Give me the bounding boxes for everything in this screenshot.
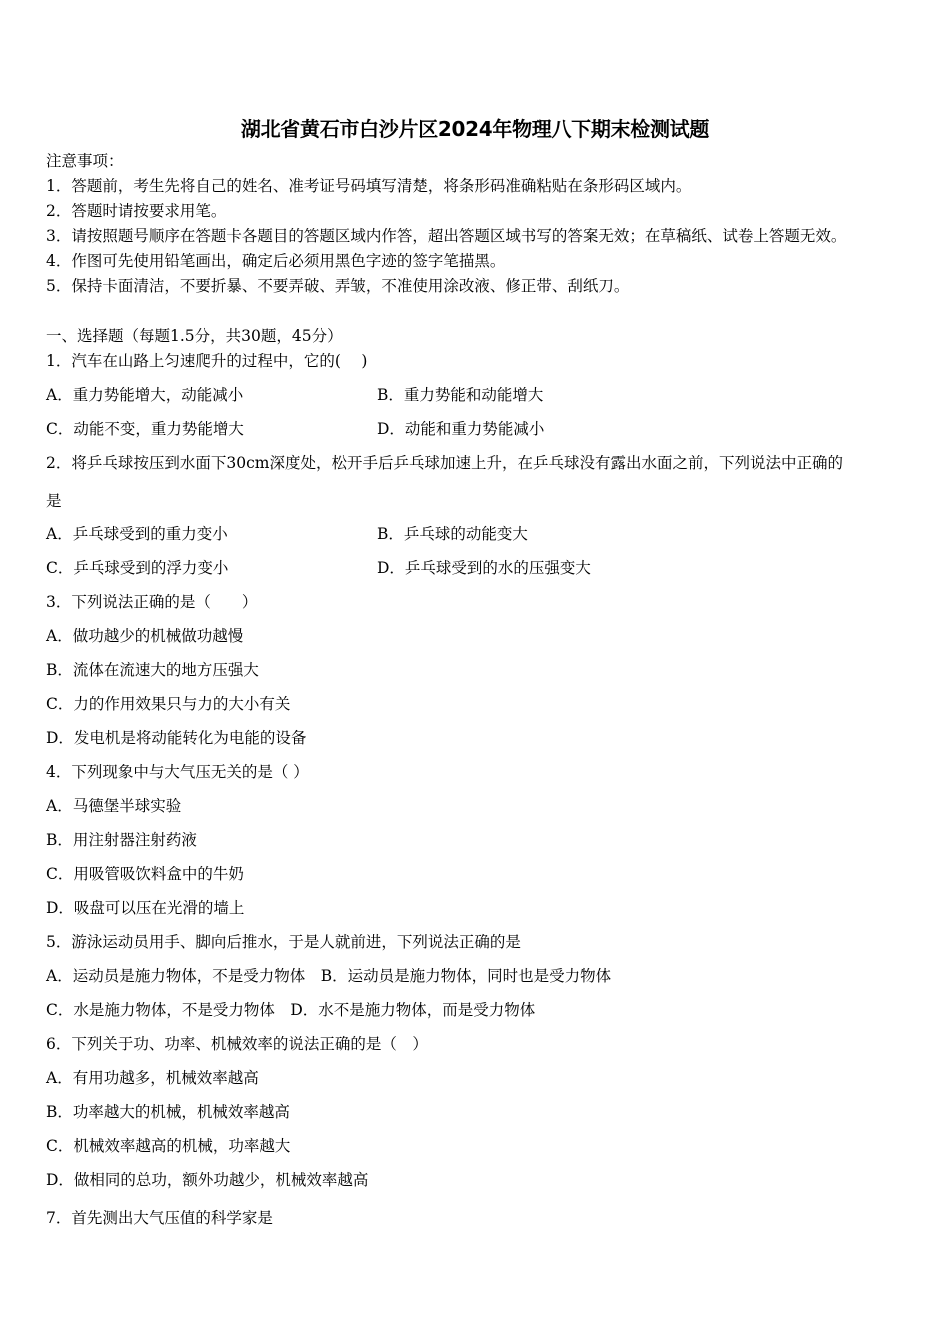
option: D．动能和重力势能减小 — [377, 420, 545, 438]
question-stem-cont: 是 — [46, 492, 62, 510]
option: B．功率越大的机械，机械效率越高 — [46, 1103, 290, 1121]
question-stem: 7．首先测出大气压值的科学家是 — [46, 1209, 273, 1227]
option: D．吸盘可以压在光滑的墙上 — [46, 899, 245, 917]
note-item: 3．请按照题号顺序在答题卡各题目的答题区域内作答，超出答题区域书写的答案无效；在草稿纸、试卷上答题无效。 — [46, 227, 847, 245]
option: A．运动员是施力物体，不是受力物体 B．运动员是施力物体，同时也是受力物体 — [46, 967, 612, 985]
option: C．动能不变，重力势能增大 — [46, 420, 244, 438]
option: B．流体在流速大的地方压强大 — [46, 661, 259, 679]
option: A．重力势能增大，动能减小 — [46, 386, 244, 404]
question-stem: 4．下列现象中与大气压无关的是（ ） — [46, 763, 309, 781]
option: B．重力势能和动能增大 — [377, 386, 544, 404]
question-stem: 3．下列说法正确的是（ ） — [46, 593, 258, 611]
question-stem: 2．将乒乓球按压到水面下30cm深度处，松开手后乒乓球加速上升，在乒乓球没有露出水面之前，下列说法中正确的 — [46, 454, 843, 472]
question-stem: 5．游泳运动员用手、脚向后推水，于是人就前进，下列说法正确的是 — [46, 933, 521, 951]
note-item: 4．作图可先使用铅笔画出，确定后必须用黑色字迹的签字笔描黑。 — [46, 252, 506, 270]
note-item: 2．答题时请按要求用笔。 — [46, 202, 227, 220]
option: D．乒乓球受到的水的压强变大 — [377, 559, 591, 577]
option: B．乒乓球的动能变大 — [377, 525, 528, 543]
question-stem: 1．汽车在山路上匀速爬升的过程中，它的( ) — [46, 352, 368, 370]
option: B．用注射器注射药液 — [46, 831, 197, 849]
note-item: 5．保持卡面清洁，不要折暴、不要弄破、弄皱，不准使用涂改液、修正带、刮纸刀。 — [46, 277, 630, 295]
option: A．做功越少的机械做功越慢 — [46, 627, 244, 645]
question-stem: 6．下列关于功、功率、机械效率的说法正确的是（ ） — [46, 1035, 428, 1053]
option: A．有用功越多，机械效率越高 — [46, 1069, 259, 1087]
option: D．发电机是将动能转化为电能的设备 — [46, 729, 307, 747]
option: A．马德堡半球实验 — [46, 797, 182, 815]
notes-heading: 注意事项： — [46, 152, 124, 170]
option: C．水是施力物体，不是受力物体 D．水不是施力物体，而是受力物体 — [46, 1001, 536, 1019]
note-item: 1．答题前，考生先将自己的姓名、准考证号码填写清楚，将条形码准确粘贴在条形码区域内。 — [46, 177, 692, 195]
option: C．用吸管吸饮料盒中的牛奶 — [46, 865, 244, 883]
option: C．力的作用效果只与力的大小有关 — [46, 695, 291, 713]
option: C．机械效率越高的机械，功率越大 — [46, 1137, 291, 1155]
section-heading: 一、选择题（每题1.5分，共30题，45分） — [46, 327, 343, 345]
option: C．乒乓球受到的浮力变小 — [46, 559, 229, 577]
page-title: 湖北省黄石市白沙片区2024年物理八下期末检测试题 — [240, 117, 710, 141]
option: D．做相同的总功，额外功越少，机械效率越高 — [46, 1171, 369, 1189]
option: A．乒乓球受到的重力变小 — [46, 525, 228, 543]
